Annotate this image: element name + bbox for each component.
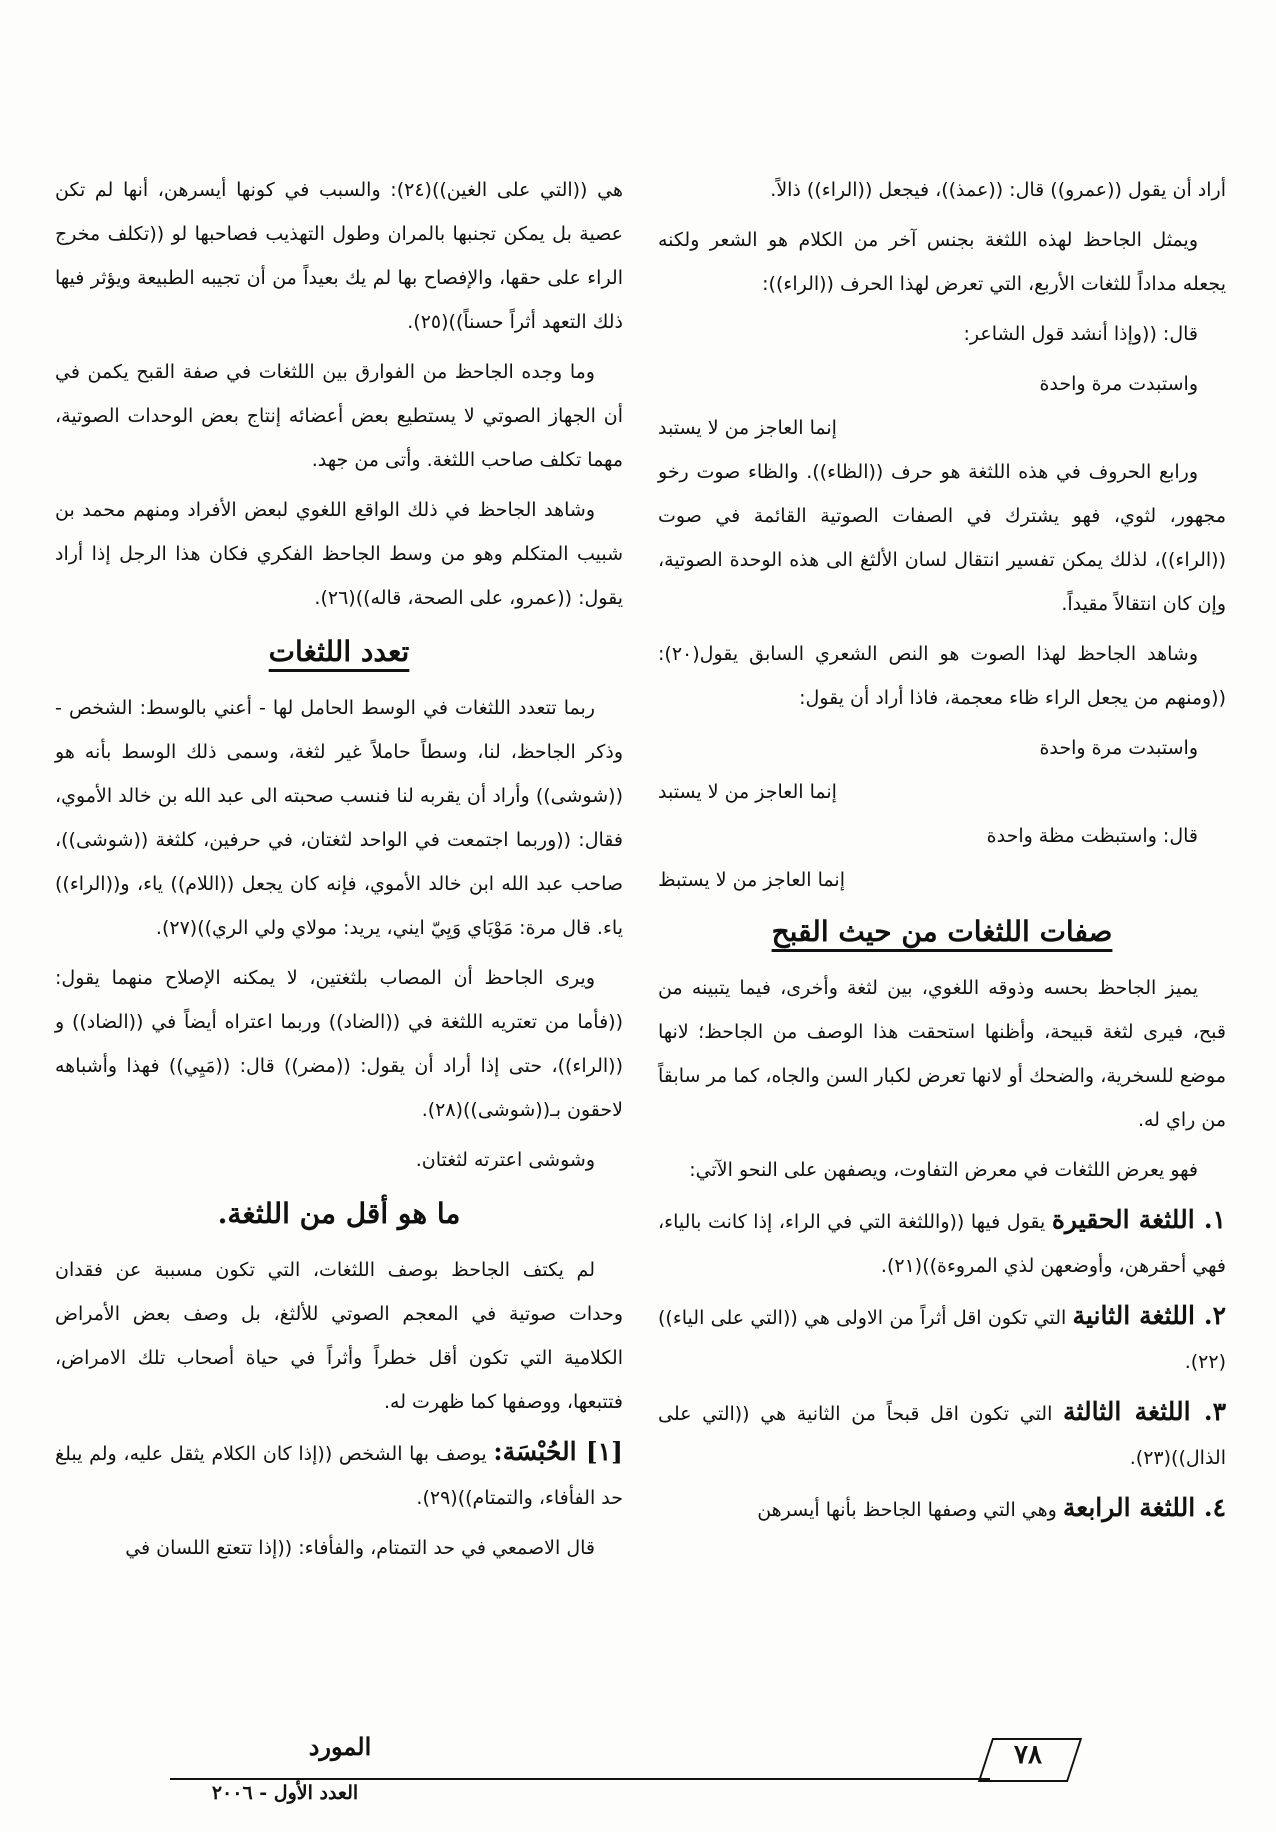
verse-line: إنما العاجز من لا يستبد (658, 417, 837, 439)
list-item-text: يوصف بها الشخص ((إذا كان الكلام يثقل عليه، ولم يبلغ حد الفأفاء، والتمتام))(٢٩). (55, 1443, 623, 1509)
list-item-text: يقول فيها ((واللثغة التي في الراء، إذا كانت بالياء، فهي أحقرهن، وأوضعهن لذي المروءة))(٢١). (658, 1211, 1226, 1277)
verse-line: واستبدت مرة واحدة (1039, 373, 1198, 395)
paragraph: قال: ((وإذا أنشد قول الشاعر: (963, 323, 1198, 345)
list-item-text: التي تكون اقل أثراً من الاولى هي ((التي على الياء))(٢٢). (658, 1307, 1226, 1373)
page-number: ٧٨ (1014, 1740, 1042, 1770)
section-heading: صفات اللثغات من حيث القبح (771, 915, 1113, 948)
paragraph: فهو يعرض اللثغات في معرض التفاوت، ويصفهن على النحو الآتي: (689, 1159, 1198, 1181)
list-item-label: ٤. اللثغة الرابعة (1062, 1493, 1226, 1522)
issue-label: العدد الأول - ٢٠٠٦ (211, 1782, 359, 1804)
journal-name: المورد (308, 1732, 372, 1761)
list-item-text: التي تكون اقل قبحاً من الثانية هي ((التي على الذال))(٢٣). (658, 1403, 1226, 1469)
page-footer (0, 1700, 1276, 1810)
list-item-label: [١] الحُبْسَة: (493, 1437, 623, 1466)
verse-line: قال: واستبظت مظة واحدة (986, 825, 1198, 847)
list-item (55, 1430, 623, 1520)
paragraph: أراد أن يقول ((عمرو)) قال: ((عمذ))، فيجعل ((الراء)) ذالاً. (770, 179, 1226, 201)
paragraph: ويرى الجاحظ أن المصاب بلثغتين، لا يمكنه الإصلاح منهما يقول: ((فأما من تعتريه اللثغة في ((الضاد)) وربما اعتراه أيضاً في ((الضاد)) و ((الراء))، حتى إذا أراد أن يقول: ((مضر)) قال: ((مَيِي)) فهذا وأشباهه لاحقون بـ((شوشى))(٢٨). (55, 967, 623, 1121)
paragraph: ربما تتعدد اللثغات في الوسط الحامل لها - أعني بالوسط: الشخص - وذكر الجاحظ، لنا، وسطاً حاملاً غير لثغة، وسمى ذلك الوسط بأنه هو ((شوشى)) وأراد أن يقربه لنا فنسب صحبته الى عبد الله بن خالد الأموي، فقال: ((وربما اجتمعت في الواحد لثغتان، في حرفين، كلثغة ((شوشى))، صاحب عبد الله ابن خالد الأموي، فإنه كان يجعل ((اللام)) ياء، و((الراء)) ياء. قال مرة: مَوْيَاي وَيِيّ ايني، يريد: مولاي ولي الري))(٢٧). (55, 697, 623, 939)
list-item (658, 1486, 1226, 1532)
footer-divider (170, 1778, 990, 1780)
paragraph: وشاهد الجاحظ في ذلك الواقع اللغوي لبعض الأفراد ومنهم محمد بن شبيب المتكلم وهو من وسط الجاحظ الفكري فكان هذا الرجل إذا أراد يقول: ((عمرو، على الصحة، قاله))(٢٦). (55, 499, 623, 609)
verse-line: إنما العاجز من لا يستبد (658, 781, 837, 803)
list-item-label: ٣. اللثغة الثالثة (1063, 1397, 1226, 1426)
verse-line: واستبدت مرة واحدة (1039, 737, 1198, 759)
paragraph: قال الاصمعي في حد التمتام، والفأفاء: ((إذا تتعتع اللسان في (125, 1537, 595, 1559)
section-heading: ما هو أقل من اللثغة. (217, 1197, 461, 1230)
section-heading: تعدد اللثغات (268, 635, 410, 668)
list-item-text: وهي التي وصفها الجاحظ بأنها أيسرهن (757, 1499, 1057, 1521)
paragraph: ويمثل الجاحظ لهذه اللثغة بجنس آخر من الكلام هو الشعر ولكنه يجعله مداداً للثغات الأربع، التي تعرض لهذا الحرف ((الراء)): (658, 229, 1226, 295)
paragraph: هي ((التي على الغين))(٢٤): والسبب في كونها أيسرهن، أنها لم تكن عصية بل يمكن تجنبها بالمران وطول التهذيب فصاحبها لو ((تكلف مخرج الراء على حقها، والإفصاح بها لم يك بعيداً من أن تجيبه الطبيعة ويؤثر فيها ذلك التعهد أثراً حسناً))(٢٥). (55, 179, 623, 333)
list-item (658, 1294, 1226, 1384)
paragraph: ورابع الحروف في هذه اللثغة هو حرف ((الظاء)). والظاء صوت رخو مجهور، لثوي، فهو يشترك في الصفات الصوتية القائمة في صوت ((الراء))، لذلك يمكن تفسير انتقال لسان الألثغ الى هذه الوحدة الصوتية، وإن كان انتقالاً مقيداً. (658, 461, 1226, 615)
paragraph: وشوشى اعترته لثغتان. (415, 1149, 595, 1171)
right-column (658, 168, 1226, 1538)
paragraph: لم يكتف الجاحظ بوصف اللثغات، التي تكون مسببة عن فقدان وحدات صوتية في المعجم الصوتي للألثغ، بل وصف بعض الأمراض الكلامية التي تكون أقل خطراً وأثراً في حياة أصحاب تلك الامراض، فتتبعها، ووصفها كما ظهرت له. (55, 1259, 623, 1413)
paragraph: وما وجده الجاحظ من الفوارق بين اللثغات في صفة القبح يكمن في أن الجهاز الصوتي لا يستطيع بعض أعضائه إنتاج بعض الوحدات الصوتية، مهما تكلف صاحب اللثغة. وأتى من جهد. (55, 361, 623, 471)
list-item-label: ١. اللثغة الحقيرة (1051, 1205, 1226, 1234)
paragraph: وشاهد الجاحظ لهذا الصوت هو النص الشعري السابق يقول(٢٠): ((ومنهم من يجعل الراء ظاء معجمة، فاذا أراد أن يقول: (658, 643, 1226, 709)
list-item-label: ٢. اللثغة الثانية (1072, 1301, 1227, 1330)
list-item (658, 1198, 1226, 1288)
paragraph: يميز الجاحظ بحسه وذوقه اللغوي، بين لثغة وأخرى، فيما يتبينه من قبح، فيرى لثغة قبيحة، وأظنها استحقت هذا الوصف من الجاحظ؛ لانها موضع للسخرية، والضحك أو لانها تعرض لكبار السن والجاه، كما مر سابقاً من راي له. (658, 977, 1226, 1131)
left-column (55, 168, 623, 1576)
list-item (658, 1390, 1226, 1480)
verse-line: إنما العاجز من لا يستبظ (658, 869, 845, 891)
